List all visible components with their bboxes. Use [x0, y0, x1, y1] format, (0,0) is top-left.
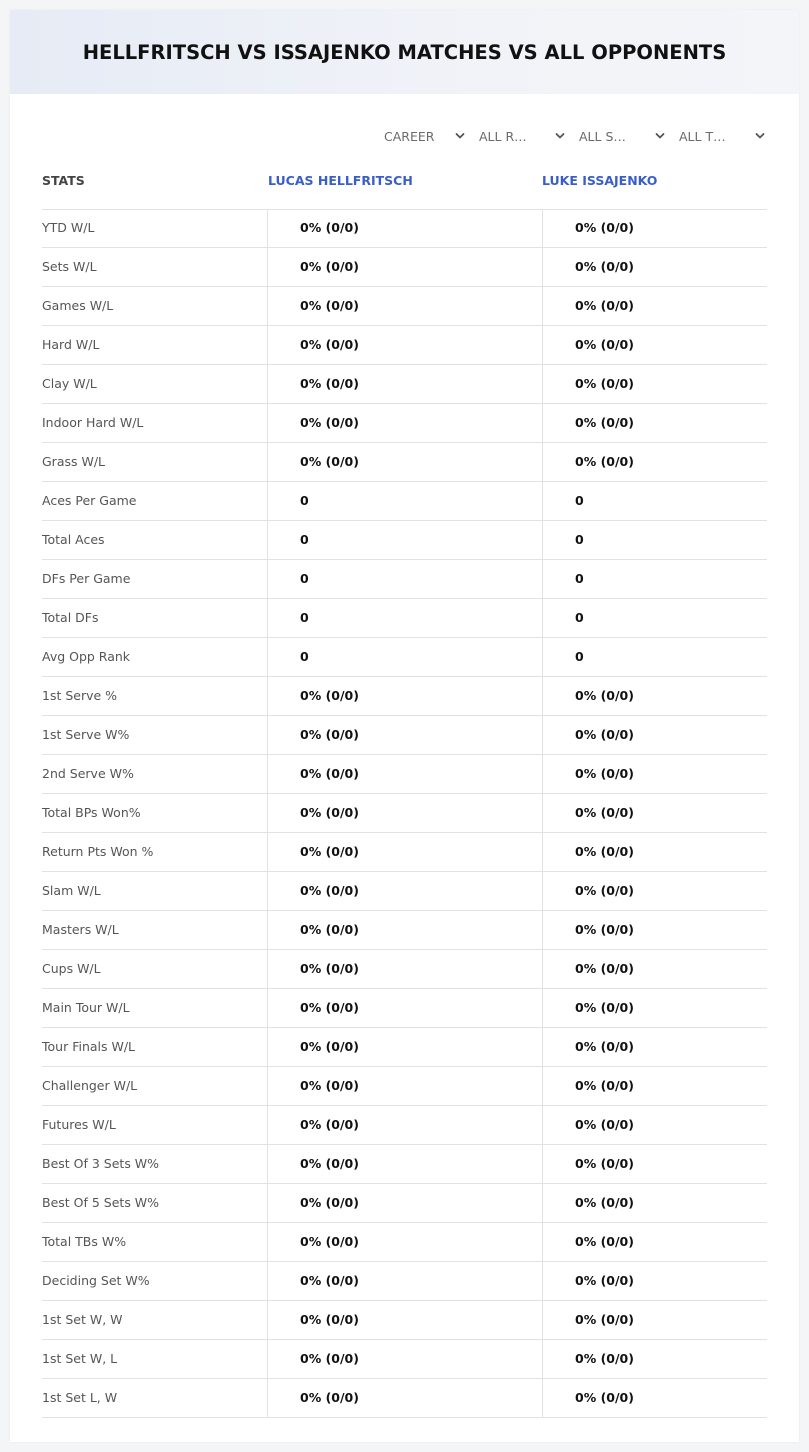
player2-stat-value: 0% (0/0) — [542, 1340, 767, 1378]
table-row — [42, 1145, 767, 1184]
player1-stat-value: 0% (0/0) — [267, 287, 542, 325]
chevron-down-icon — [655, 131, 665, 141]
stats-card — [10, 10, 799, 1442]
table-row — [42, 1067, 767, 1106]
stat-label: Indoor Hard W/L — [42, 415, 144, 430]
player2-stat-value: 0% (0/0) — [542, 833, 767, 871]
table-row — [42, 287, 767, 326]
table-row — [42, 833, 767, 872]
table-row — [42, 677, 767, 716]
player1-stat-value: 0% (0/0) — [267, 248, 542, 286]
stat-label: Main Tour W/L — [42, 1000, 130, 1015]
player1-stat-value: 0 — [267, 482, 542, 520]
chevron-down-icon — [455, 131, 465, 141]
player1-stat-value: 0% (0/0) — [267, 404, 542, 442]
player2-stat-value: 0% (0/0) — [542, 326, 767, 364]
player2-stat-value: 0 — [542, 482, 767, 520]
stat-label: Games W/L — [42, 298, 114, 313]
stat-label: Grass W/L — [42, 454, 106, 469]
table-row — [42, 911, 767, 950]
player2-stat-value: 0% (0/0) — [542, 1184, 767, 1222]
table-row — [42, 638, 767, 677]
player1-stat-value: 0% (0/0) — [267, 794, 542, 832]
player2-stat-value: 0% (0/0) — [542, 365, 767, 403]
table-row — [42, 443, 767, 482]
player2-stat-value: 0 — [542, 521, 767, 559]
table-row — [42, 209, 767, 248]
filter-round-label: ALL R… — [479, 128, 527, 144]
player1-stat-value: 0 — [267, 560, 542, 598]
player2-stat-value: 0% (0/0) — [542, 1145, 767, 1183]
player1-stat-value: 0% (0/0) — [267, 755, 542, 793]
stats-table-body — [42, 209, 767, 1418]
table-row — [42, 404, 767, 443]
table-row — [42, 1379, 767, 1418]
player2-stat-value: 0% (0/0) — [542, 950, 767, 988]
player1-stat-value: 0 — [267, 599, 542, 637]
player1-stat-value: 0% (0/0) — [267, 677, 542, 715]
player1-stat-value: 0% (0/0) — [267, 1106, 542, 1144]
table-row — [42, 755, 767, 794]
player1-stat-value: 0 — [267, 521, 542, 559]
player2-stat-value: 0% (0/0) — [542, 1106, 767, 1144]
stat-label: 1st Set W, W — [42, 1312, 123, 1327]
stat-label: Masters W/L — [42, 922, 119, 937]
player2-stat-value: 0% (0/0) — [542, 404, 767, 442]
table-row — [42, 1106, 767, 1145]
player2-stat-value: 0% (0/0) — [542, 1067, 767, 1105]
table-row — [42, 521, 767, 560]
stat-label: 1st Serve W% — [42, 727, 130, 742]
player1-stat-value: 0% (0/0) — [267, 1262, 542, 1300]
player1-stat-value: 0% (0/0) — [267, 1340, 542, 1378]
stat-label: 1st Set W, L — [42, 1351, 118, 1366]
player2-stat-value: 0% (0/0) — [542, 1028, 767, 1066]
player2-stat-value: 0% (0/0) — [542, 716, 767, 754]
table-row — [42, 482, 767, 521]
player2-stat-value: 0% (0/0) — [542, 794, 767, 832]
table-row — [42, 1340, 767, 1379]
stat-label: Best Of 3 Sets W% — [42, 1156, 160, 1171]
player2-stat-value: 0% (0/0) — [542, 1262, 767, 1300]
player2-stat-value: 0 — [542, 599, 767, 637]
player1-stat-value: 0% (0/0) — [267, 989, 542, 1027]
player1-stat-value: 0% (0/0) — [267, 1184, 542, 1222]
player2-stat-value: 0% (0/0) — [542, 755, 767, 793]
table-row — [42, 560, 767, 599]
table-row — [42, 1223, 767, 1262]
stat-label: 1st Set L, W — [42, 1390, 118, 1405]
player1-stat-value: 0% (0/0) — [267, 365, 542, 403]
stat-label: DFs Per Game — [42, 571, 131, 586]
stats-column-header: STATS — [42, 173, 85, 188]
stats-table-header — [42, 170, 767, 210]
stat-label: Challenger W/L — [42, 1078, 138, 1093]
player2-stat-value: 0% (0/0) — [542, 1301, 767, 1339]
player2-stat-value: 0 — [542, 560, 767, 598]
stat-label: Total Aces — [42, 532, 105, 547]
stat-label: Aces Per Game — [42, 493, 137, 508]
stat-label: Deciding Set W% — [42, 1273, 150, 1288]
player1-stat-value: 0% (0/0) — [267, 1379, 542, 1417]
table-row — [42, 716, 767, 755]
filter-period-label: CAREER — [384, 128, 435, 144]
player2-stat-value: 0% (0/0) — [542, 989, 767, 1027]
stat-label: Best Of 5 Sets W% — [42, 1195, 160, 1210]
filter-round-select[interactable] — [479, 126, 565, 146]
page-title: HELLFRITSCH VS ISSAJENKO MATCHES VS ALL OPPONENTS — [82, 40, 727, 64]
filter-tournament-select[interactable] — [679, 126, 765, 146]
player1-stat-value: 0% (0/0) — [267, 950, 542, 988]
player2-stat-value: 0% (0/0) — [542, 287, 767, 325]
stat-label: Sets W/L — [42, 259, 97, 274]
player1-stat-value: 0% (0/0) — [267, 443, 542, 481]
stat-label: Hard W/L — [42, 337, 100, 352]
stat-label: Futures W/L — [42, 1117, 116, 1132]
player2-stat-value: 0% (0/0) — [542, 677, 767, 715]
table-row — [42, 599, 767, 638]
filter-bar — [10, 126, 799, 146]
card-header — [10, 10, 799, 94]
player1-stat-value: 0% (0/0) — [267, 911, 542, 949]
stat-label: Total BPs Won% — [42, 805, 141, 820]
player1-stat-value: 0% (0/0) — [267, 1301, 542, 1339]
chevron-down-icon — [755, 131, 765, 141]
table-row — [42, 950, 767, 989]
player2-stat-value: 0% (0/0) — [542, 1379, 767, 1417]
player2-stat-value: 0 — [542, 638, 767, 676]
player2-stat-value: 0% (0/0) — [542, 209, 767, 247]
stat-label: Slam W/L — [42, 883, 101, 898]
table-row — [42, 872, 767, 911]
player2-stat-value: 0% (0/0) — [542, 248, 767, 286]
stat-label: Cups W/L — [42, 961, 101, 976]
player1-link[interactable]: LUCAS HELLFRITSCH — [268, 173, 413, 188]
player2-stat-value: 0% (0/0) — [542, 443, 767, 481]
stat-label: Tour Finals W/L — [42, 1039, 136, 1054]
filter-surface-label: ALL S… — [579, 128, 626, 144]
table-row — [42, 989, 767, 1028]
chevron-down-icon — [555, 131, 565, 141]
filter-period-select[interactable] — [384, 126, 465, 146]
table-row — [42, 1028, 767, 1067]
stat-label: Avg Opp Rank — [42, 649, 131, 664]
stat-label: Total TBs W% — [42, 1234, 127, 1249]
player1-stat-value: 0% (0/0) — [267, 833, 542, 871]
filter-tournament-label: ALL T… — [679, 128, 726, 144]
stat-label: Total DFs — [42, 610, 99, 625]
table-row — [42, 326, 767, 365]
player1-stat-value: 0% (0/0) — [267, 1145, 542, 1183]
stat-label: Clay W/L — [42, 376, 97, 391]
player1-stat-value: 0% (0/0) — [267, 872, 542, 910]
stat-label: YTD W/L — [42, 220, 95, 235]
player1-stat-value: 0% (0/0) — [267, 716, 542, 754]
stat-label: Return Pts Won % — [42, 844, 154, 859]
player2-stat-value: 0% (0/0) — [542, 911, 767, 949]
player1-stat-value: 0% (0/0) — [267, 1223, 542, 1261]
player1-stat-value: 0 — [267, 638, 542, 676]
table-row — [42, 794, 767, 833]
table-row — [42, 1262, 767, 1301]
stat-label: 2nd Serve W% — [42, 766, 134, 781]
table-row — [42, 248, 767, 287]
table-row — [42, 1184, 767, 1223]
player1-stat-value: 0% (0/0) — [267, 1067, 542, 1105]
stat-label: 1st Serve % — [42, 688, 118, 703]
table-row — [42, 1301, 767, 1340]
player2-stat-value: 0% (0/0) — [542, 872, 767, 910]
table-row — [42, 365, 767, 404]
player1-stat-value: 0% (0/0) — [267, 209, 542, 247]
player2-link[interactable]: LUKE ISSAJENKO — [542, 173, 658, 188]
player1-stat-value: 0% (0/0) — [267, 1028, 542, 1066]
player1-stat-value: 0% (0/0) — [267, 326, 542, 364]
filter-surface-select[interactable] — [579, 126, 665, 146]
player2-stat-value: 0% (0/0) — [542, 1223, 767, 1261]
